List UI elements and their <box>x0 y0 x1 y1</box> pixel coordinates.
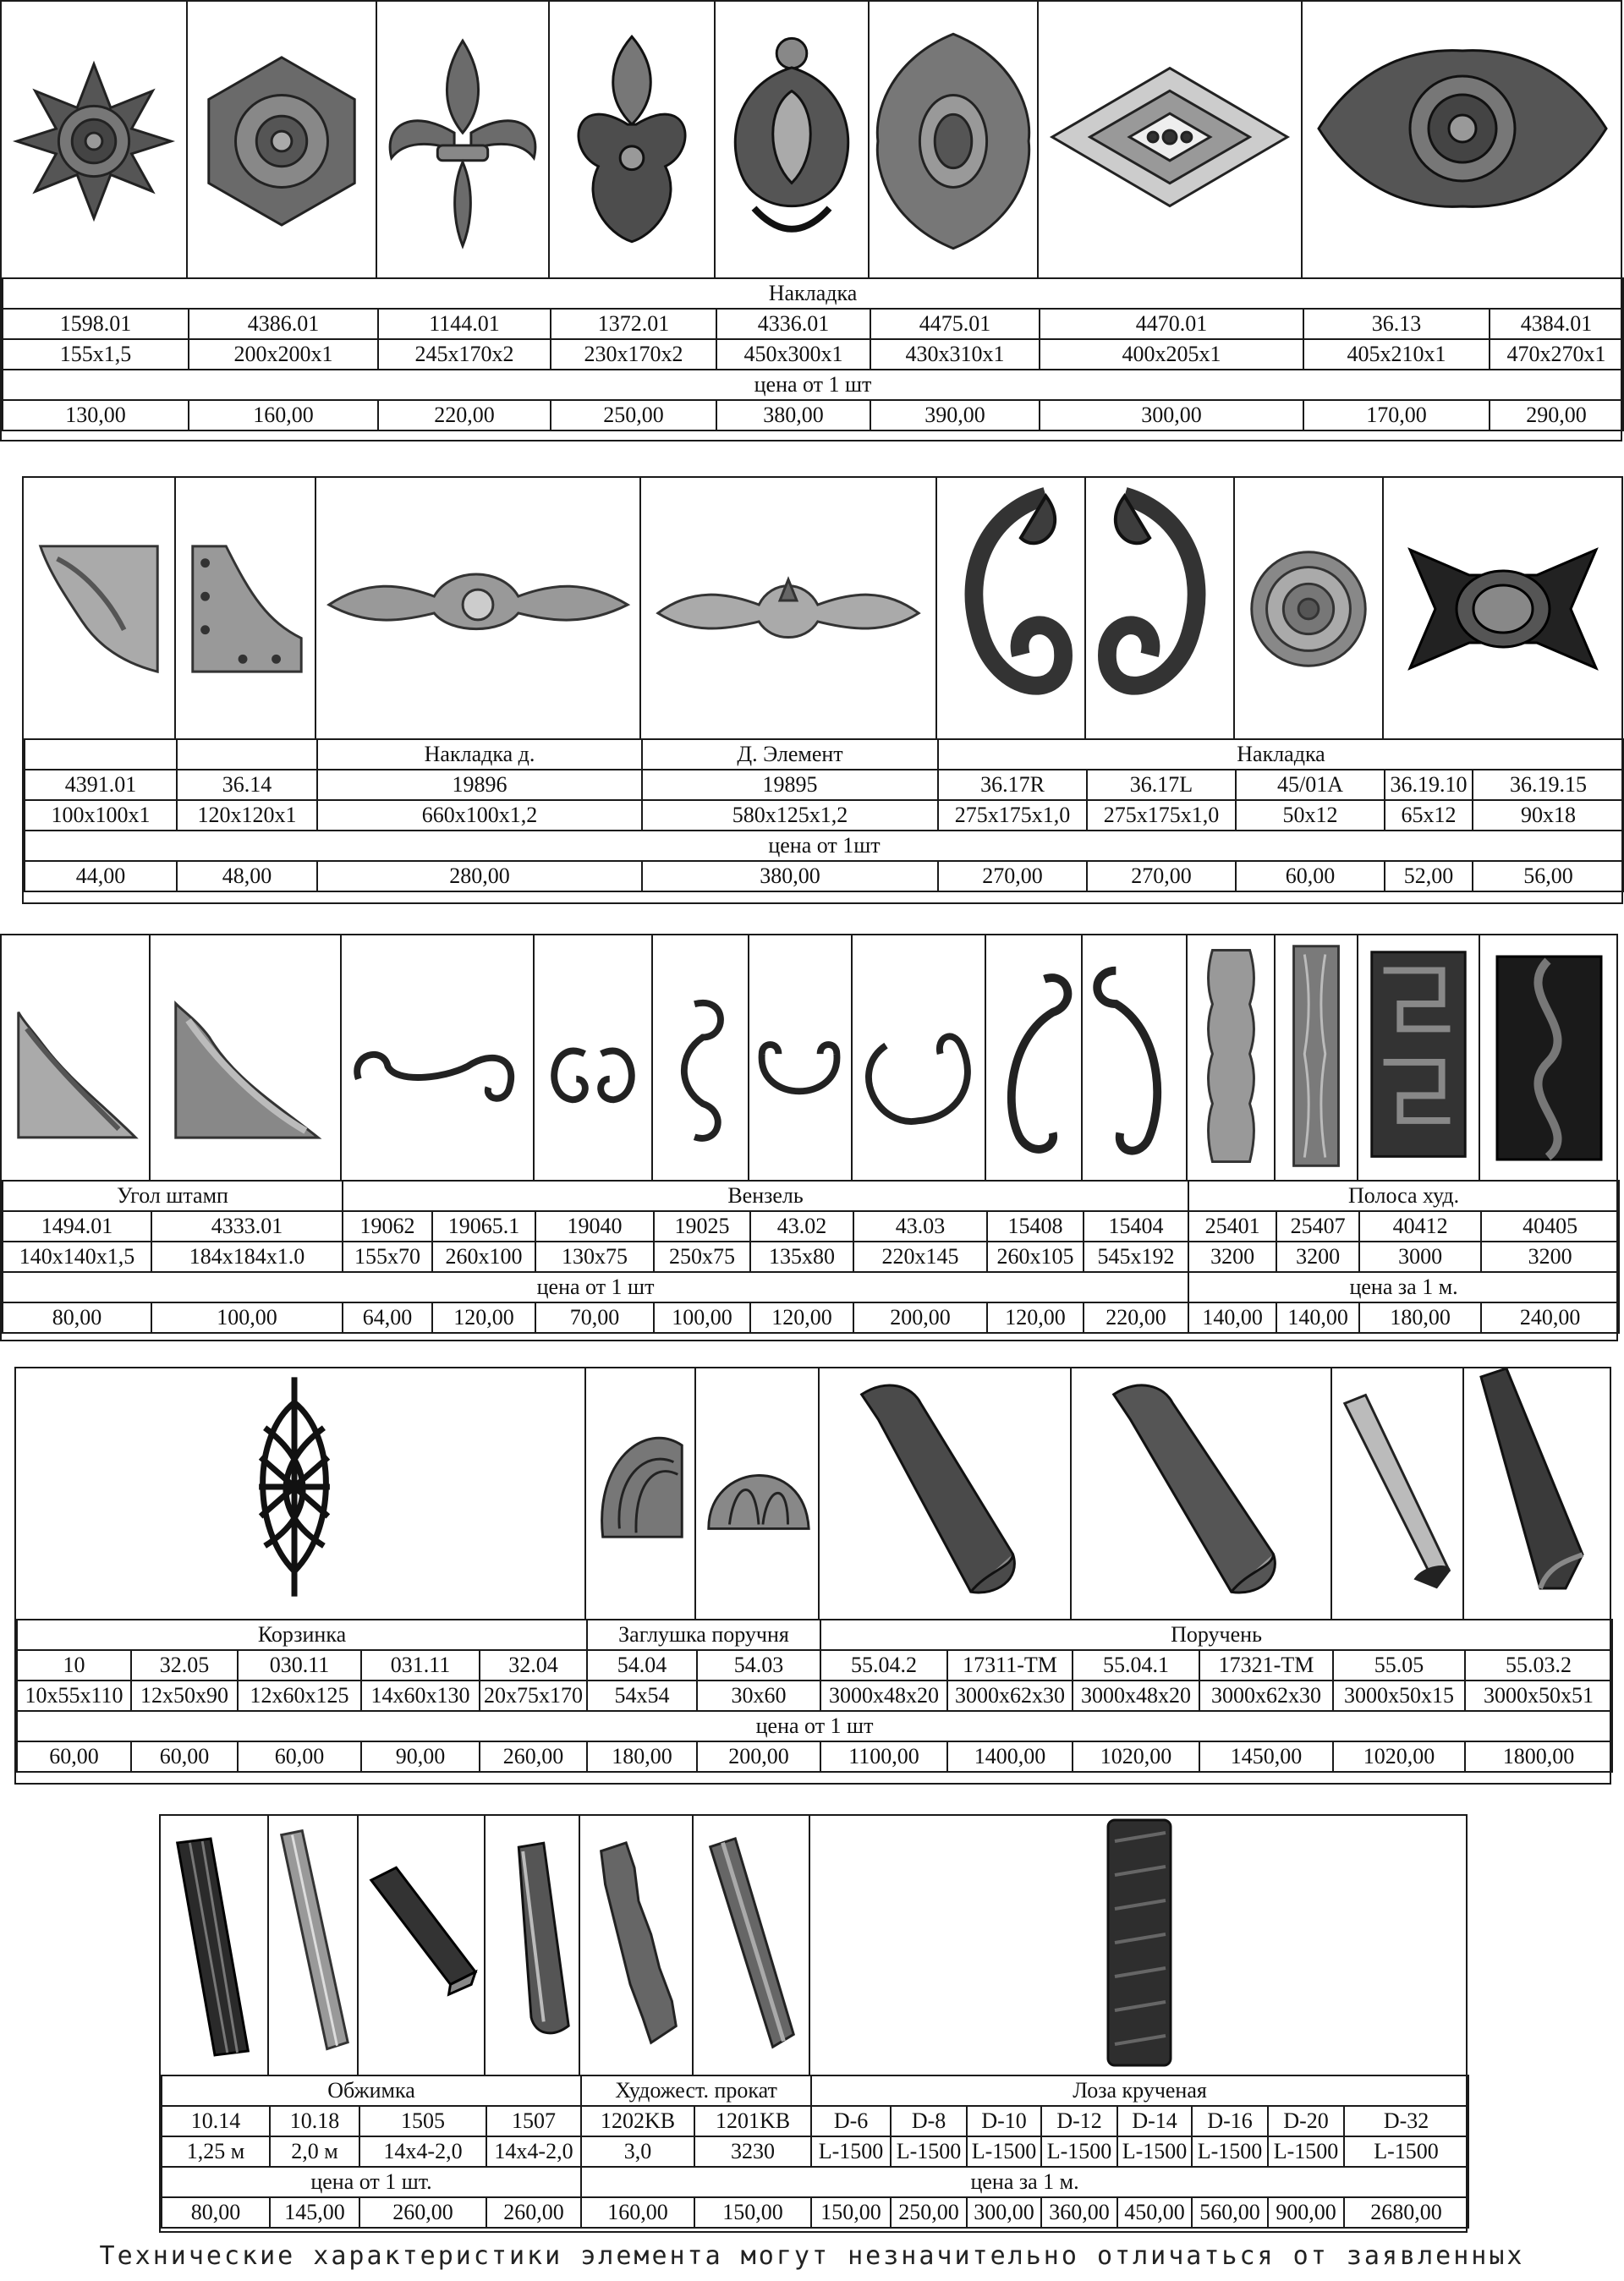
catalog-section-5 <box>159 1814 1468 2233</box>
size-cell: 3200 <box>1481 1242 1619 1272</box>
crimp-image <box>359 1816 486 2075</box>
article-cell: 19025 <box>654 1211 750 1242</box>
size-cell: 3000x48x20 <box>1073 1681 1199 1711</box>
category-cell: Накладка <box>3 278 1623 309</box>
size-cell: 450x300x1 <box>716 339 870 370</box>
article-cell: D-10 <box>967 2106 1041 2136</box>
price-cell: 150,00 <box>811 2197 891 2228</box>
article-cell: 17321-TM <box>1199 1650 1333 1681</box>
price-cell: 140,00 <box>1276 1302 1359 1333</box>
size-cell: 12x50x90 <box>131 1681 238 1711</box>
handrail-cap-image <box>696 1368 820 1619</box>
scroll-leaf-left-image <box>1086 478 1235 738</box>
size-cell: 90x18 <box>1473 800 1624 831</box>
size-cell: 200x200x1 <box>189 339 378 370</box>
angle-stamp-image <box>151 935 342 1180</box>
article-cell: 4470.01 <box>1040 309 1303 339</box>
size-cell: 220x145 <box>853 1242 987 1272</box>
diamond-plate-image <box>1039 2 1303 277</box>
price-cell: 270,00 <box>938 861 1087 891</box>
size-cell: 130x75 <box>535 1242 654 1272</box>
article-cell: D-12 <box>1041 2106 1117 2136</box>
size-cell: 545x192 <box>1084 1242 1188 1272</box>
price-table-4 <box>16 1619 1613 1773</box>
oval-rosette-image <box>1303 2 1622 277</box>
angle-stamp-image <box>2 935 151 1180</box>
article-cell: 36.17R <box>938 770 1087 800</box>
size-cell: 1,25 м <box>162 2136 270 2167</box>
price-note-row <box>17 1711 1612 1741</box>
article-cell: 10 <box>17 1650 131 1681</box>
size-cell: 275x175x1,0 <box>1087 800 1236 831</box>
category-row <box>3 1181 1619 1211</box>
article-cell: 4336.01 <box>716 309 870 339</box>
article-row <box>3 1211 1619 1242</box>
price-cell: 300,00 <box>967 2197 1041 2228</box>
price-cell: 60,00 <box>131 1741 238 1772</box>
image-strip <box>24 478 1621 740</box>
monogram-image <box>986 935 1083 1180</box>
price-cell: 100,00 <box>151 1302 343 1333</box>
price-cell: 450,00 <box>1117 2197 1192 2228</box>
size-cell: 3000 <box>1359 1242 1481 1272</box>
article-cell: 19062 <box>343 1211 432 1242</box>
size-cell: 54x54 <box>587 1681 697 1711</box>
price-row <box>3 1302 1619 1333</box>
price-note-row <box>162 2167 1468 2197</box>
size-cell: 10x55x110 <box>17 1681 131 1711</box>
price-cell: 240,00 <box>1481 1302 1619 1333</box>
article-cell: 1505 <box>359 2106 486 2136</box>
size-cell: 405x210x1 <box>1303 339 1490 370</box>
price-note-cell: цена от 1 шт <box>17 1711 1612 1741</box>
strip-image <box>1276 935 1358 1180</box>
article-cell: 17311-TM <box>947 1650 1073 1681</box>
size-cell: 245x170x2 <box>378 339 551 370</box>
size-cell: 250x75 <box>654 1242 750 1272</box>
article-cell: 55.03.2 <box>1465 1650 1612 1681</box>
price-cell: 160,00 <box>581 2197 694 2228</box>
size-cell: 430x310x1 <box>870 339 1040 370</box>
size-cell: 580x125x1,2 <box>642 800 938 831</box>
footer-disclaimer: Технические характеристики элемента могут незначительно отличаться от заявленных <box>99 2241 1525 2271</box>
article-row <box>162 2106 1468 2136</box>
size-cell: 400x205x1 <box>1040 339 1303 370</box>
price-cell: 1100,00 <box>820 1741 947 1772</box>
category-cell: Художест. прокат <box>581 2075 811 2106</box>
article-cell: 25407 <box>1276 1211 1359 1242</box>
price-cell: 180,00 <box>587 1741 697 1772</box>
price-note-cell: цена от 1шт <box>25 831 1624 861</box>
monogram-image <box>853 935 986 1180</box>
size-cell: 12x60x125 <box>238 1681 361 1711</box>
size-cell: L-1500 <box>967 2136 1041 2167</box>
price-cell: 260,00 <box>480 1741 587 1772</box>
size-cell: L-1500 <box>1117 2136 1192 2167</box>
fleur-image <box>377 2 550 277</box>
article-cell: 36.13 <box>1303 309 1490 339</box>
monogram-image <box>749 935 853 1180</box>
base-plate-image <box>1384 478 1623 738</box>
catalog-section-3 <box>0 934 1618 1341</box>
price-cell: 1800,00 <box>1465 1741 1612 1772</box>
price-row <box>3 400 1623 430</box>
price-cell: 1450,00 <box>1199 1741 1333 1772</box>
category-cell <box>177 739 317 770</box>
size-cell: 3000x48x20 <box>820 1681 947 1711</box>
article-cell: 54.04 <box>587 1650 697 1681</box>
price-table-2 <box>24 738 1624 892</box>
rosette-image <box>2 2 188 277</box>
price-cell: 250,00 <box>551 400 716 430</box>
article-cell: 36.19.10 <box>1385 770 1473 800</box>
monogram-image <box>342 935 535 1180</box>
size-cell: 3000x50x51 <box>1465 1681 1612 1711</box>
size-cell: 65x12 <box>1385 800 1473 831</box>
size-cell: 3000x62x30 <box>1199 1681 1333 1711</box>
article-cell: 1202KB <box>581 2106 694 2136</box>
category-cell: Обжимка <box>162 2075 581 2106</box>
size-cell: 155x70 <box>343 1242 432 1272</box>
category-row <box>17 1620 1612 1650</box>
category-row <box>3 278 1623 309</box>
category-cell: Заглушка поручня <box>587 1620 820 1650</box>
category-cell <box>25 739 177 770</box>
monogram-image <box>653 935 749 1180</box>
corner-image <box>176 478 316 738</box>
size-cell: 3200 <box>1188 1242 1276 1272</box>
price-cell: 290,00 <box>1490 400 1623 430</box>
article-cell: D-6 <box>811 2106 891 2136</box>
size-cell: L-1500 <box>1041 2136 1117 2167</box>
price-cell: 64,00 <box>343 1302 432 1333</box>
article-cell: D-20 <box>1268 2106 1344 2136</box>
price-table-1 <box>2 277 1624 431</box>
price-cell: 380,00 <box>716 400 870 430</box>
size-cell: 135x80 <box>750 1242 853 1272</box>
price-cell: 200,00 <box>697 1741 820 1772</box>
price-cell: 270,00 <box>1087 861 1236 891</box>
corner-image <box>24 478 176 738</box>
article-cell: 55.05 <box>1333 1650 1465 1681</box>
size-cell: 260x105 <box>987 1242 1084 1272</box>
crimp-image <box>161 1816 269 2075</box>
border-ornament-image <box>641 478 937 738</box>
price-cell: 250,00 <box>891 2197 967 2228</box>
catalog-section-4 <box>14 1367 1611 1785</box>
twisted-rod-image <box>810 1816 1468 2075</box>
basket-image <box>16 1368 586 1619</box>
category-cell: Полоса худ. <box>1188 1181 1619 1211</box>
monogram-image <box>1083 935 1188 1180</box>
article-cell: 10.18 <box>270 2106 359 2136</box>
size-row <box>25 800 1624 831</box>
category-cell: Накладка д. <box>317 739 642 770</box>
size-cell: 2,0 м <box>270 2136 359 2167</box>
size-cell: 660x100x1,2 <box>317 800 642 831</box>
art-rolled-image <box>580 1816 694 2075</box>
article-cell: D-32 <box>1344 2106 1468 2136</box>
crimp-image <box>269 1816 359 2075</box>
article-row <box>25 770 1624 800</box>
price-cell: 56,00 <box>1473 861 1624 891</box>
article-cell: 031.11 <box>361 1650 480 1681</box>
article-cell: 55.04.2 <box>820 1650 947 1681</box>
article-cell: 40405 <box>1481 1211 1619 1242</box>
price-cell: 390,00 <box>870 400 1040 430</box>
price-note-row <box>3 370 1623 400</box>
price-cell: 145,00 <box>270 2197 359 2228</box>
size-cell: 14x60x130 <box>361 1681 480 1711</box>
size-cell: 3000x62x30 <box>947 1681 1073 1711</box>
size-cell: L-1500 <box>811 2136 891 2167</box>
price-cell: 120,00 <box>432 1302 535 1333</box>
price-table-5 <box>161 2075 1469 2229</box>
article-cell: 1494.01 <box>3 1211 151 1242</box>
price-cell: 220,00 <box>1084 1302 1188 1333</box>
article-row <box>3 309 1623 339</box>
size-cell: 470x270x1 <box>1490 339 1623 370</box>
price-cell: 160,00 <box>189 400 378 430</box>
article-cell: 4391.01 <box>25 770 177 800</box>
border-ornament-image <box>316 478 641 738</box>
article-cell: 4333.01 <box>151 1211 343 1242</box>
article-cell: 19065.1 <box>432 1211 535 1242</box>
price-cell: 260,00 <box>359 2197 486 2228</box>
price-row <box>17 1741 1612 1772</box>
article-cell: 4386.01 <box>189 309 378 339</box>
price-cell: 130,00 <box>3 400 189 430</box>
size-cell: 230x170x2 <box>551 339 716 370</box>
article-cell: 19895 <box>642 770 938 800</box>
price-cell: 380,00 <box>642 861 938 891</box>
price-cell: 80,00 <box>3 1302 151 1333</box>
size-cell: 155x1,5 <box>3 339 189 370</box>
size-cell: 14x4-2,0 <box>359 2136 486 2167</box>
category-row <box>25 739 1624 770</box>
category-cell: Поручень <box>820 1620 1612 1650</box>
article-cell: 43.02 <box>750 1211 853 1242</box>
size-cell: L-1500 <box>891 2136 967 2167</box>
article-cell: 19896 <box>317 770 642 800</box>
size-cell: 30x60 <box>697 1681 820 1711</box>
price-note-cell: цена от 1 шт. <box>162 2167 581 2197</box>
price-cell: 560,00 <box>1192 2197 1268 2228</box>
price-cell: 120,00 <box>750 1302 853 1333</box>
price-cell: 360,00 <box>1041 2197 1117 2228</box>
article-cell: 1201KB <box>694 2106 811 2136</box>
size-cell: 14x4-2,0 <box>486 2136 581 2167</box>
category-cell: Накладка <box>938 739 1624 770</box>
article-cell: 1372.01 <box>551 309 716 339</box>
category-row <box>162 2075 1468 2106</box>
price-cell: 1020,00 <box>1333 1741 1465 1772</box>
price-cell: 120,00 <box>987 1302 1084 1333</box>
art-rolled-image <box>694 1816 810 2075</box>
category-cell: Лоза крученая <box>811 2075 1468 2106</box>
price-cell: 60,00 <box>1236 861 1385 891</box>
category-cell: Вензель <box>343 1181 1188 1211</box>
price-cell: 300,00 <box>1040 400 1303 430</box>
article-cell: 1144.01 <box>378 309 551 339</box>
price-cell: 2680,00 <box>1344 2197 1468 2228</box>
article-cell: D-14 <box>1117 2106 1192 2136</box>
article-cell: 40412 <box>1359 1211 1481 1242</box>
price-cell: 280,00 <box>317 861 642 891</box>
price-cell: 60,00 <box>238 1741 361 1772</box>
article-cell: 15408 <box>987 1211 1084 1242</box>
size-cell: 3200 <box>1276 1242 1359 1272</box>
size-cell: 120x120x1 <box>177 800 317 831</box>
price-cell: 170,00 <box>1303 400 1490 430</box>
price-cell: 70,00 <box>535 1302 654 1333</box>
category-cell: Д. Элемент <box>642 739 938 770</box>
price-cell: 150,00 <box>694 2197 811 2228</box>
handrail-image <box>1464 1368 1611 1619</box>
size-cell: 3000x50x15 <box>1333 1681 1465 1711</box>
article-cell: 55.04.1 <box>1073 1650 1199 1681</box>
price-row <box>162 2197 1468 2228</box>
handrail-image <box>1072 1368 1332 1619</box>
price-table-3 <box>2 1180 1620 1334</box>
price-cell: 80,00 <box>162 2197 270 2228</box>
price-cell: 100,00 <box>654 1302 750 1333</box>
catalog-section-2 <box>22 476 1623 904</box>
strip-image <box>1358 935 1480 1180</box>
image-strip <box>2 935 1616 1182</box>
price-cell: 200,00 <box>853 1302 987 1333</box>
article-cell: 19040 <box>535 1211 654 1242</box>
article-cell: 10.14 <box>162 2106 270 2136</box>
image-strip <box>16 1368 1610 1620</box>
category-cell: Корзинка <box>17 1620 587 1650</box>
handrail-image <box>1332 1368 1464 1619</box>
article-cell: 54.03 <box>697 1650 820 1681</box>
article-row <box>17 1650 1612 1681</box>
article-cell: 4384.01 <box>1490 309 1623 339</box>
article-cell: 1598.01 <box>3 309 189 339</box>
price-cell: 60,00 <box>17 1741 131 1772</box>
article-cell: 1507 <box>486 2106 581 2136</box>
size-cell: 20x75x170 <box>480 1681 587 1711</box>
article-cell: 36.17L <box>1087 770 1236 800</box>
catalog-section-1 <box>0 0 1622 441</box>
price-cell: 260,00 <box>486 2197 581 2228</box>
image-strip <box>2 2 1621 279</box>
article-cell: 32.04 <box>480 1650 587 1681</box>
crimp-image <box>486 1816 580 2075</box>
article-cell: 15404 <box>1084 1211 1188 1242</box>
size-cell: 3,0 <box>581 2136 694 2167</box>
size-cell: 50x12 <box>1236 800 1385 831</box>
price-note-cell: цена от 1 шт <box>3 1272 1188 1302</box>
article-cell: 45/01A <box>1236 770 1385 800</box>
category-cell: Угол штамп <box>3 1181 343 1211</box>
image-strip <box>161 1816 1466 2076</box>
price-row <box>25 861 1624 891</box>
price-cell: 220,00 <box>378 400 551 430</box>
size-cell: 140x140x1,5 <box>3 1242 151 1272</box>
price-note-cell: цена за 1 м. <box>1188 1272 1619 1302</box>
price-cell: 48,00 <box>177 861 317 891</box>
price-cell: 52,00 <box>1385 861 1473 891</box>
price-note-cell: цена за 1 м. <box>581 2167 1468 2197</box>
article-cell: 25401 <box>1188 1211 1276 1242</box>
price-cell: 900,00 <box>1268 2197 1344 2228</box>
size-cell: 260x100 <box>432 1242 535 1272</box>
size-cell: L-1500 <box>1192 2136 1268 2167</box>
price-note-row <box>3 1272 1619 1302</box>
size-cell: 3230 <box>694 2136 811 2167</box>
article-cell: 36.14 <box>177 770 317 800</box>
scroll-leaf-right-image <box>937 478 1086 738</box>
price-cell: 1020,00 <box>1073 1741 1199 1772</box>
round-rosette-image <box>1235 478 1384 738</box>
price-cell: 1400,00 <box>947 1741 1073 1772</box>
medallion-image <box>870 2 1039 277</box>
article-cell: 32.05 <box>131 1650 238 1681</box>
rosette-image <box>188 2 377 277</box>
size-row <box>17 1681 1612 1711</box>
price-cell: 90,00 <box>361 1741 480 1772</box>
article-cell: D-16 <box>1192 2106 1268 2136</box>
size-cell: 275x175x1,0 <box>938 800 1087 831</box>
strip-image <box>1188 935 1276 1180</box>
strip-image <box>1480 935 1618 1180</box>
price-cell: 180,00 <box>1359 1302 1481 1333</box>
article-cell: 030.11 <box>238 1650 361 1681</box>
article-cell: 36.19.15 <box>1473 770 1624 800</box>
price-cell: 44,00 <box>25 861 177 891</box>
size-row <box>3 1242 1619 1272</box>
size-cell: L-1500 <box>1344 2136 1468 2167</box>
article-cell: 4475.01 <box>870 309 1040 339</box>
price-note-row <box>25 831 1624 861</box>
handrail-image <box>820 1368 1072 1619</box>
price-cell: 140,00 <box>1188 1302 1276 1333</box>
price-note-cell: цена от 1 шт <box>3 370 1623 400</box>
monogram-image <box>535 935 653 1180</box>
pendant-image <box>716 2 870 277</box>
size-cell: 100x100x1 <box>25 800 177 831</box>
size-row <box>3 339 1623 370</box>
size-cell: 184x184x1.0 <box>151 1242 343 1272</box>
article-cell: 43.03 <box>853 1211 987 1242</box>
fleur-image <box>550 2 716 277</box>
article-cell: D-8 <box>891 2106 967 2136</box>
size-row <box>162 2136 1468 2167</box>
size-cell: L-1500 <box>1268 2136 1344 2167</box>
handrail-cap-image <box>586 1368 696 1619</box>
